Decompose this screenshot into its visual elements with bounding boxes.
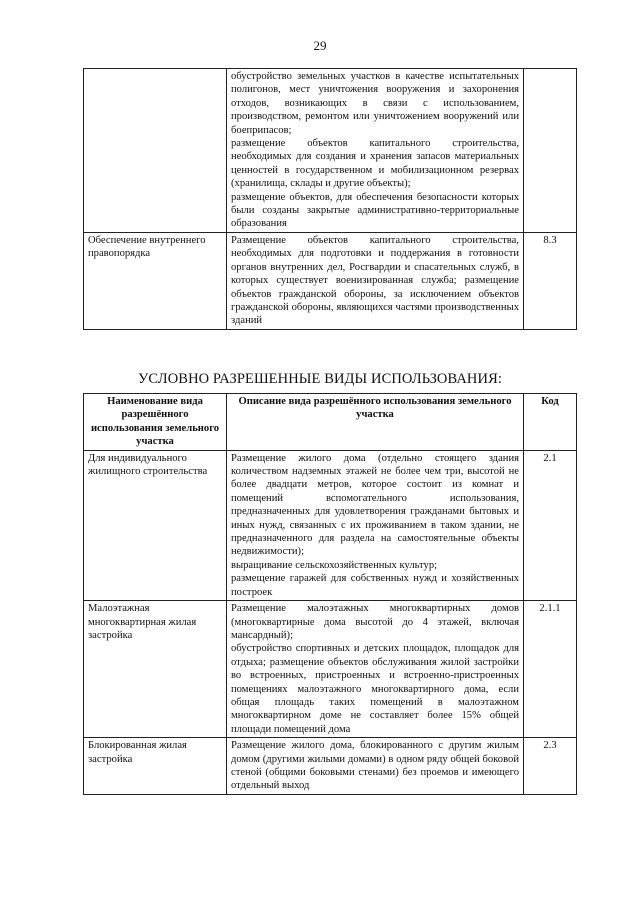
description-paragraph: обустройство земельных участков в качестве испытательных полигонов, мест уничтожения вооружения и захоронения отходов, возникающих в связи с использованием, производством, ремонтом или уничтожением вооружений или боеприпасов;: [231, 71, 519, 136]
table-row: [84, 601, 577, 738]
land-use-code: 2.3: [524, 738, 577, 795]
land-use-name: Обеспечение внутреннего правопорядка: [84, 232, 227, 329]
description-paragraph: размещение объектов капитального строительства, необходимых для создания и хранения запасов материальных ценностей в государственном и мобилизационном резервах (хранилища, склады и другие объекты);: [231, 138, 519, 190]
table-row: [84, 232, 577, 329]
description-paragraph: Размещение малоэтажных многоквартирных домов (многоквартирные дома высотой до 4 этажей, включая мансардный);: [231, 603, 519, 641]
land-use-description: [227, 601, 524, 738]
description-paragraph: Размещение жилого дома (отдельно стоящего здания количеством надземных этажей не более чем три, высотой не более двадцати метров, которое состоит из комнат и помещений вспомогательного использования, предназначенных для удовлетворения гражданами бытовых и иных нужд, связанных с их проживанием в таком здании, не предназначенного для раздела на самостоятельные объекты недвижимости);: [231, 452, 519, 558]
header-description: Описание вида разрешённого использования земельного участка: [227, 394, 524, 451]
land-use-name: Блокированная жилая застройка: [84, 738, 227, 795]
header-name: Наименование вида разрешённого использования земельного участка: [84, 394, 227, 451]
land-use-description: [227, 450, 524, 600]
land-use-code: 2.1: [524, 450, 577, 600]
description-paragraph: размещение гаражей для собственных нужд и хозяйственных построек: [231, 573, 519, 598]
description-paragraph: обустройство спортивных и детских площадок, площадок для отдыха; размещение объектов обслуживания жилой застройки во встроенных, пристроенных и встроенно-пристроенных помещениях малоэтажного многоквартирного дома, если общая площадь таких помещений в малоэтажном многоквартирном доме не составляет более 15% общей площади помещений дома: [231, 643, 519, 735]
table-header-row: [84, 394, 577, 451]
page-number: 29: [313, 38, 327, 53]
table-row: [84, 450, 577, 600]
table-row: [84, 738, 577, 795]
header-code: Код: [524, 394, 577, 451]
land-use-code: [524, 69, 577, 233]
land-use-name: [84, 69, 227, 233]
land-use-description: [227, 69, 524, 233]
land-use-description: [227, 738, 524, 795]
conditional-land-use-table: [83, 393, 577, 795]
description-paragraph: размещение объектов, для обеспечения безопасности которых были созданы закрытые административно-территориальные образования: [231, 191, 519, 230]
land-use-table-continued: [83, 68, 577, 330]
table-row: [84, 69, 577, 233]
land-use-name: Для индивидуального жилищного строительства: [84, 450, 227, 600]
description-paragraph: Размещение жилого дома, блокированного с другим жилым домом (другими жилыми домами) в одном ряду общей боковой стеной (общими боковыми стенами) без проемов и имеющего отдельный выход: [231, 740, 519, 792]
section-title: УСЛОВНО РАЗРЕШЕННЫЕ ВИДЫ ИСПОЛЬЗОВАНИЯ:: [138, 371, 502, 387]
land-use-code: 2.1.1: [524, 601, 577, 738]
land-use-code: 8.3: [524, 232, 577, 329]
description-paragraph: выращивание сельскохозяйственных культур;: [231, 559, 438, 571]
land-use-description: [227, 232, 524, 329]
description-paragraph: Размещение объектов капитального строительства, необходимых для подготовки и поддержания в готовности органов внутренних дел, Росгвардии и спасательных служб, в которых существует военизированная служба; размещение объектов гражданской обороны, за исключением объектов гражданской обороны, являющихся частями производственных зданий: [231, 234, 519, 327]
land-use-name: Малоэтажная многоквартирная жилая застройка: [84, 601, 227, 738]
